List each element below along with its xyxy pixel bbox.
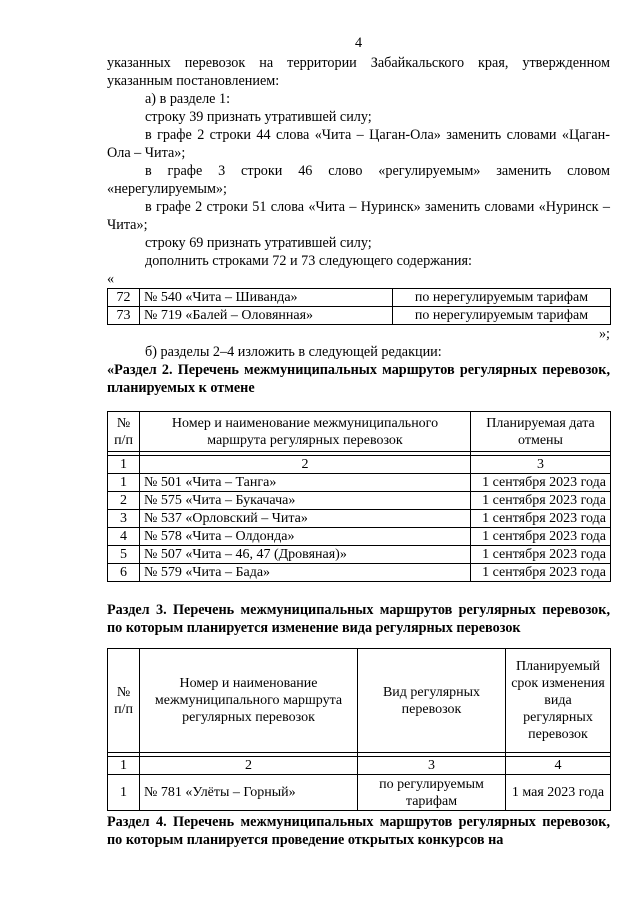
header-cell: Планируемая дата отмены xyxy=(471,412,611,452)
header-cell: № п/п xyxy=(108,412,140,452)
header-cell: Планируемый срок изменения вида регулярных перевозок xyxy=(506,649,611,753)
table-row xyxy=(108,564,611,582)
column-number: 1 xyxy=(108,757,140,775)
cancel-date: 1 сентября 2023 года xyxy=(471,492,611,510)
change-date: 1 мая 2023 года xyxy=(506,775,611,811)
cancel-date: 1 сентября 2023 года xyxy=(471,474,611,492)
row-number: 73 xyxy=(108,307,140,325)
route-name: № 781 «Улёты – Горный» xyxy=(140,775,358,811)
row-number: 3 xyxy=(108,510,140,528)
column-numbers-row xyxy=(108,456,611,474)
document-page xyxy=(107,34,610,849)
amendment-item: в графе 2 строки 44 слова «Чита – Цаган-Ола» заменить словами «Цаган-Ола – Чита»; xyxy=(107,127,610,161)
column-number: 1 xyxy=(108,456,140,474)
page-number: 4 xyxy=(354,35,363,51)
tariff-type: по нерегулируемым тарифам xyxy=(393,289,611,307)
amendment-item: дополнить строками 72 и 73 следующего содержания: xyxy=(145,253,472,269)
column-number: 2 xyxy=(140,456,471,474)
route-name: № 719 «Балей – Оловянная» xyxy=(140,307,393,325)
section2-table xyxy=(107,411,611,582)
route-name: № 501 «Чита – Танга» xyxy=(140,474,471,492)
amendment-item: строку 69 признать утратившей силу; xyxy=(145,235,372,251)
table-header-row xyxy=(108,412,611,452)
route-name: № 579 «Чита – Бада» xyxy=(140,564,471,582)
cancel-date: 1 сентября 2023 года xyxy=(471,564,611,582)
amendment-item: в графе 2 строки 51 слова «Чита – Нуринск» заменить словами «Нуринск – Чита»; xyxy=(107,199,610,233)
table-row xyxy=(108,510,611,528)
insert-rows-table xyxy=(107,288,611,325)
header-cell: Номер и наименование межмуниципального маршрута регулярных перевозок xyxy=(140,412,471,452)
amendment-item: в графе 3 строки 46 слово «регулируемым» заменить словом «нерегулируемым»; xyxy=(107,163,610,197)
tariff-type: по нерегулируемым тарифам xyxy=(393,307,611,325)
route-name: № 537 «Орловский – Чита» xyxy=(140,510,471,528)
spacer xyxy=(107,582,610,601)
column-number: 3 xyxy=(471,456,611,474)
table-row xyxy=(108,307,611,325)
row-number: 2 xyxy=(108,492,140,510)
header-cell: Номер и наименование межмуниципального маршрута регулярных перевозок xyxy=(140,649,358,753)
row-number: 1 xyxy=(108,474,140,492)
section4-title: Раздел 4. Перечень межмуниципальных маршрутов регулярных перевозок, по которым планируется проведение открытых конкурсов на xyxy=(107,814,610,848)
intro-paragraph: указанных перевозок на территории Забайкальского края, утвержденном указанным постановлением: xyxy=(107,55,610,89)
row-number: 5 xyxy=(108,546,140,564)
column-number: 3 xyxy=(358,757,506,775)
sections-header: б) разделы 2–4 изложить в следующей редакции: xyxy=(145,344,442,360)
table-header-row xyxy=(108,649,611,753)
route-name: № 540 «Чита – Шиванда» xyxy=(140,289,393,307)
header-cell: Вид регулярных перевозок xyxy=(358,649,506,753)
table-row xyxy=(108,528,611,546)
open-quote: « xyxy=(107,271,115,287)
row-number: 72 xyxy=(108,289,140,307)
cancel-date: 1 сентября 2023 года xyxy=(471,510,611,528)
route-name: № 578 «Чита – Олдонда» xyxy=(140,528,471,546)
row-number: 1 xyxy=(108,775,140,811)
table-row xyxy=(108,289,611,307)
cancel-date: 1 сентября 2023 года xyxy=(471,528,611,546)
route-name: № 575 «Чита – Букачача» xyxy=(140,492,471,510)
table-row xyxy=(108,775,611,811)
close-quote: »; xyxy=(598,326,610,342)
table-row xyxy=(108,492,611,510)
section3-table xyxy=(107,648,611,811)
table-row xyxy=(108,474,611,492)
section2-title: «Раздел 2. Перечень межмуниципальных маршрутов регулярных перевозок, планируемых к отмене xyxy=(107,362,610,396)
row-number: 6 xyxy=(108,564,140,582)
header-cell: № п/п xyxy=(108,649,140,753)
column-number: 2 xyxy=(140,757,358,775)
column-numbers-row xyxy=(108,757,611,775)
transport-type: по регулируемым тарифам xyxy=(358,775,506,811)
amendment-item: строку 39 признать утратившей силу; xyxy=(145,109,372,125)
section3-title: Раздел 3. Перечень межмуниципальных маршрутов регулярных перевозок, по которым планируется изменение вида регулярных перевозок xyxy=(107,602,610,636)
row-number: 4 xyxy=(108,528,140,546)
section1-header: а) в разделе 1: xyxy=(145,91,231,107)
table-row xyxy=(108,546,611,564)
column-number: 4 xyxy=(506,757,611,775)
cancel-date: 1 сентября 2023 года xyxy=(471,546,611,564)
route-name: № 507 «Чита – 46, 47 (Дровяная)» xyxy=(140,546,471,564)
